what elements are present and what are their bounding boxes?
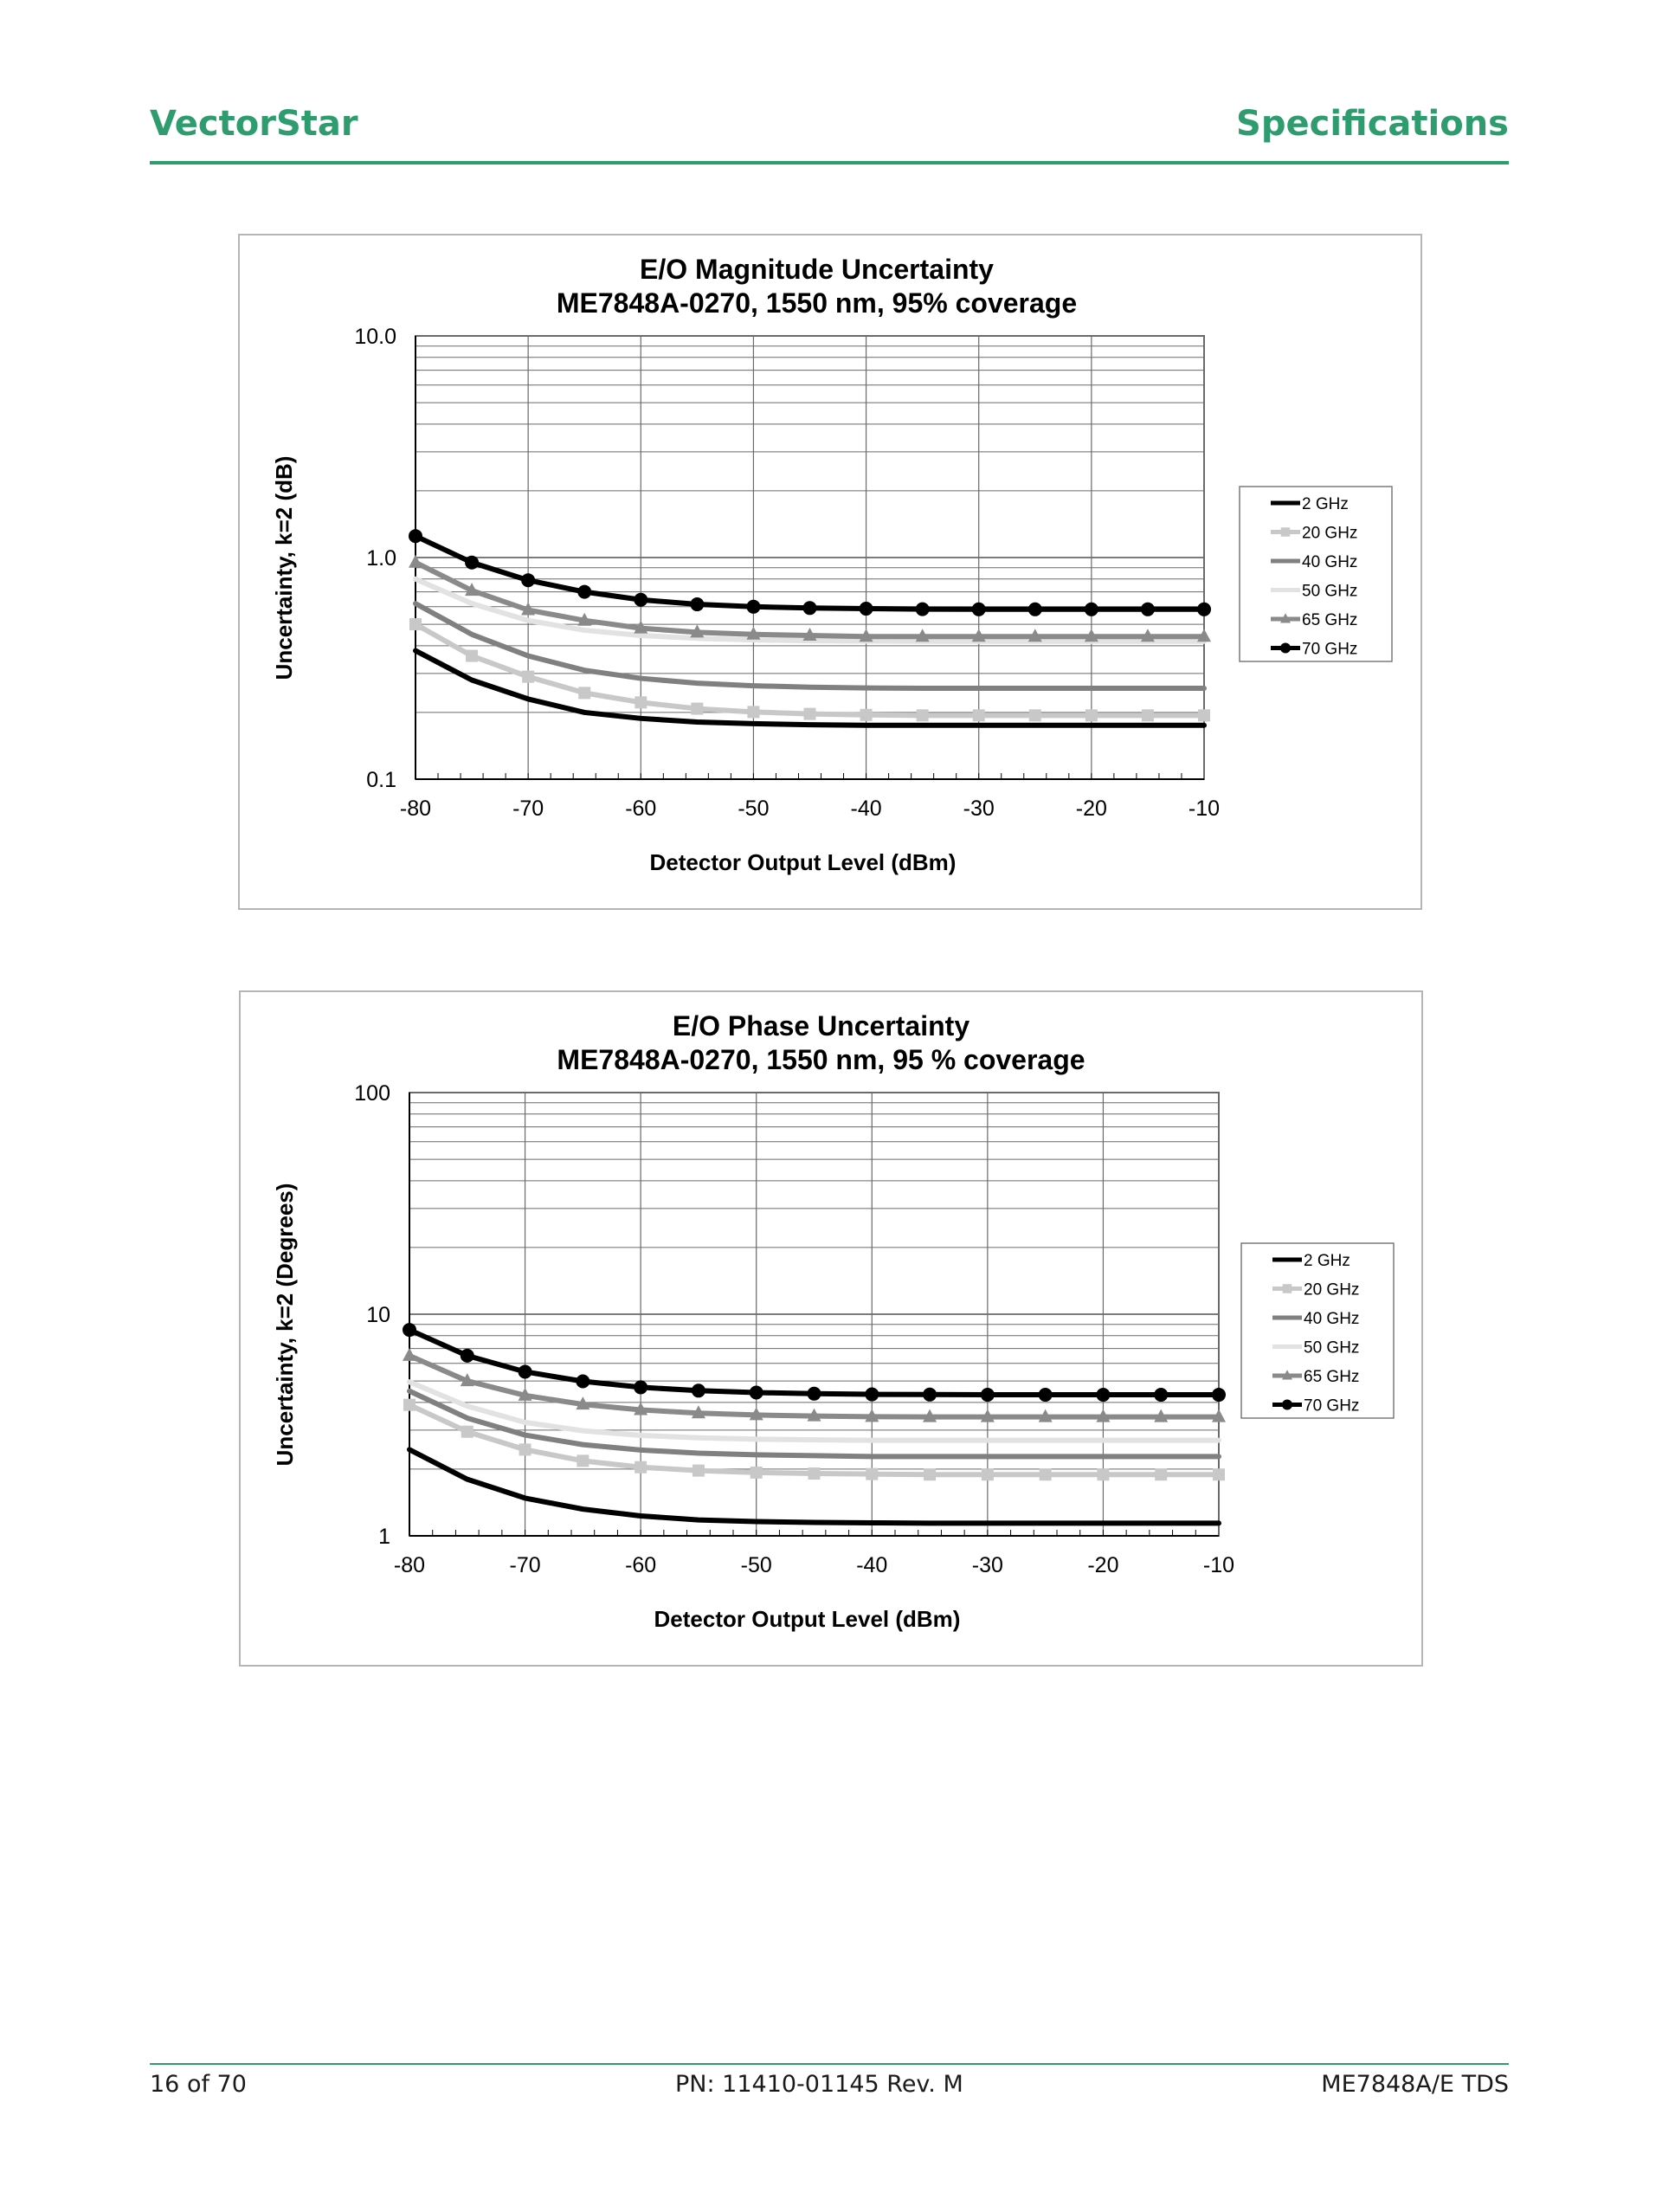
chart1-title: E/O Phase Uncertainty	[672, 1010, 970, 1042]
chart0-data-point	[860, 709, 873, 721]
chart0-xtick-label: -50	[738, 796, 770, 821]
chart1-data-point	[1097, 1468, 1109, 1480]
chart0-xtick-label: -20	[1075, 796, 1107, 821]
footer-rule	[150, 2063, 1509, 2065]
chart0-data-point	[466, 650, 478, 662]
chart1-xtick-label: -70	[509, 1553, 541, 1577]
chart1-data-point	[750, 1467, 763, 1479]
footer-page-number: 16 of 70	[150, 2071, 247, 2098]
chart0-legend-label: 65 GHz	[1302, 611, 1358, 629]
magnitude-chart-svg	[240, 235, 1420, 908]
chart0-legend-label: 20 GHz	[1302, 524, 1358, 543]
chart0-legend-marker	[1280, 643, 1291, 654]
chart1-data-point	[519, 1443, 531, 1455]
chart1-data-point	[1039, 1388, 1053, 1402]
chart1-data-point	[692, 1383, 705, 1397]
footer-part-number: PN: 11410-01145 Rev. M	[675, 2071, 963, 2098]
chart0-data-point	[917, 709, 929, 721]
chart0-data-point	[1198, 709, 1210, 721]
chart0-data-point	[635, 696, 647, 708]
footer-doc-id: ME7848A/E TDS	[1321, 2071, 1509, 2098]
chart1-data-point	[1040, 1468, 1052, 1480]
chart0-xtick-label: -10	[1188, 796, 1221, 821]
chart0-data-point	[1142, 709, 1154, 721]
chart0-legend-label: 40 GHz	[1302, 553, 1358, 571]
chart1-data-point	[923, 1388, 937, 1402]
chart0-xtick-label: -80	[399, 796, 432, 821]
chart1-data-point	[1096, 1388, 1110, 1402]
chart1-legend-label: 20 GHz	[1304, 1280, 1360, 1299]
chart0-data-point	[804, 708, 816, 720]
chart1-data-point	[635, 1461, 647, 1474]
chart1-data-point	[982, 1468, 994, 1480]
chart1-legend-label: 65 GHz	[1304, 1368, 1360, 1386]
chart1-legend-label: 40 GHz	[1304, 1310, 1360, 1328]
chart0-data-point	[691, 703, 703, 715]
chart1-xtick-label: -10	[1202, 1553, 1235, 1577]
header-rule	[150, 161, 1509, 164]
chart0-data-point	[1197, 603, 1211, 616]
chart0-ytick-label: 0.1	[366, 768, 396, 792]
chart1-data-point	[403, 1399, 416, 1411]
chart0-xtick-label: -30	[963, 796, 995, 821]
header-brand: VectorStar	[150, 104, 358, 144]
chart1-data-point	[1213, 1468, 1225, 1480]
chart1-ytick-label: 1	[378, 1525, 390, 1549]
chart1-xlabel: Detector Output Level (dBm)	[654, 1606, 961, 1632]
chart1-ylabel: Uncertainty, k=2 (Degrees)	[272, 1183, 298, 1467]
chart1-data-point	[865, 1388, 879, 1402]
chart0-xtick-label: -40	[850, 796, 882, 821]
chart1-data-point	[692, 1465, 705, 1477]
chart0-data-point	[521, 573, 535, 587]
chart1-data-point	[461, 1349, 474, 1363]
chart1-legend-marker	[1282, 1400, 1292, 1410]
chart1-data-point	[1155, 1468, 1167, 1480]
chart1-data-point	[1154, 1388, 1168, 1402]
chart1-data-point	[981, 1388, 995, 1402]
chart0-data-point	[577, 585, 591, 599]
chart0-data-point	[1085, 709, 1098, 721]
chart1-legend	[1241, 1243, 1394, 1418]
chart1-data-point	[808, 1387, 821, 1401]
chart1-data-point	[808, 1467, 821, 1480]
chart0-data-point	[1141, 603, 1155, 616]
magnitude-chart	[238, 234, 1422, 910]
chart0-legend-marker	[1281, 527, 1291, 537]
chart0-ytick-label: 10.0	[354, 325, 396, 349]
chart1-legend-label: 50 GHz	[1304, 1338, 1360, 1358]
chart1-data-point	[403, 1323, 416, 1337]
chart1-subtitle: ME7848A-0270, 1550 nm, 95 % coverage	[557, 1044, 1085, 1075]
chart0-data-point	[465, 556, 479, 570]
chart0-data-point	[690, 597, 704, 611]
chart0-legend-label: 70 GHz	[1302, 640, 1358, 659]
chart0-data-point	[746, 600, 760, 614]
chart1-data-point	[576, 1375, 589, 1389]
chart0-data-point	[1028, 603, 1042, 616]
chart1-data-point	[577, 1454, 589, 1467]
chart0-data-point	[409, 618, 422, 630]
chart0-ytick-label: 1.0	[366, 546, 396, 571]
chart0-xtick-label: -60	[625, 796, 657, 821]
chart0-ylabel: Uncertainty, k=2 (dB)	[271, 455, 297, 680]
chart1-data-point	[924, 1468, 936, 1480]
chart0-xlabel: Detector Output Level (dBm)	[649, 849, 957, 875]
chart0-data-point	[916, 603, 930, 616]
phase-chart	[239, 990, 1423, 1667]
chart0-data-point	[634, 593, 647, 607]
chart1-legend-marker	[1283, 1284, 1292, 1293]
chart1-legend-label: 70 GHz	[1304, 1396, 1360, 1416]
chart0-subtitle: ME7848A-0270, 1550 nm, 95% coverage	[556, 287, 1078, 319]
chart1-xtick-label: -20	[1087, 1553, 1119, 1577]
chart1-ytick-label: 10	[366, 1303, 390, 1327]
chart1-data-point	[1212, 1388, 1226, 1402]
chart0-data-point	[578, 687, 590, 699]
chart0-legend-label: 2 GHz	[1302, 495, 1349, 513]
chart1-data-point	[519, 1364, 532, 1378]
chart1-data-point	[634, 1380, 647, 1394]
chart0-data-point	[973, 709, 985, 721]
chart1-xtick-label: -50	[740, 1553, 772, 1577]
chart0-xtick-label: -70	[512, 796, 544, 821]
chart0-legend-label: 50 GHz	[1302, 582, 1358, 601]
chart0-legend	[1240, 487, 1392, 661]
chart1-data-point	[461, 1426, 473, 1438]
chart1-xtick-label: -40	[856, 1553, 888, 1577]
chart1-legend-label: 2 GHz	[1304, 1252, 1350, 1270]
chart1-xtick-label: -30	[971, 1553, 1003, 1577]
chart1-xtick-label: -60	[625, 1553, 657, 1577]
chart0-data-point	[1029, 709, 1041, 721]
chart1-data-point	[750, 1386, 763, 1400]
header-section: Specifications	[1236, 104, 1509, 144]
chart1-xtick-label: -80	[393, 1553, 426, 1577]
chart0-title: E/O Magnitude Uncertainty	[640, 254, 994, 285]
chart0-data-point	[747, 706, 759, 718]
chart0-data-point	[409, 529, 422, 543]
chart1-ytick-label: 100	[354, 1081, 390, 1106]
chart0-data-point	[860, 602, 873, 616]
chart0-data-point	[803, 601, 817, 615]
chart1-data-point	[866, 1468, 878, 1480]
chart0-data-point	[1085, 603, 1098, 616]
chart0-data-point	[522, 671, 534, 683]
phase-chart-svg	[241, 992, 1421, 1665]
chart0-data-point	[972, 603, 986, 616]
